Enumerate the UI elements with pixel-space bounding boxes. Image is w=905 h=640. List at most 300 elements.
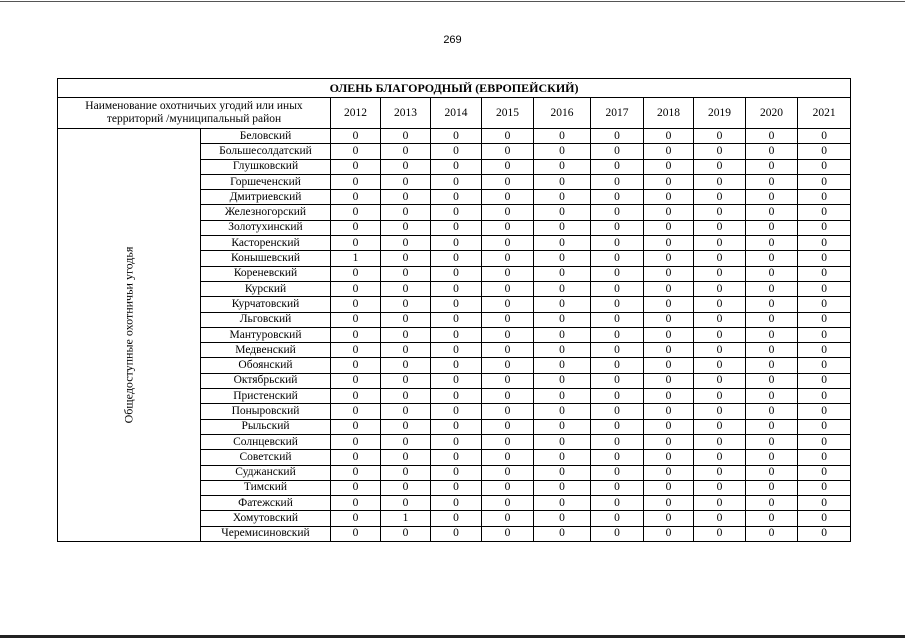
- value-cell: 0: [746, 358, 798, 373]
- value-cell: 0: [381, 434, 431, 449]
- district-name: Солнцевский: [201, 434, 331, 449]
- value-cell: 0: [381, 236, 431, 251]
- value-cell: 0: [591, 526, 644, 541]
- value-cell: 0: [431, 526, 482, 541]
- value-cell: 0: [331, 190, 381, 205]
- value-cell: 0: [694, 526, 746, 541]
- value-cell: 0: [591, 480, 644, 495]
- value-cell: 0: [534, 281, 591, 296]
- value-cell: 0: [482, 327, 534, 342]
- table-row: [58, 129, 851, 144]
- value-cell: 0: [534, 404, 591, 419]
- value-cell: 0: [798, 404, 851, 419]
- value-cell: 0: [644, 480, 694, 495]
- value-cell: 0: [591, 404, 644, 419]
- value-cell: 0: [482, 373, 534, 388]
- value-cell: 0: [331, 450, 381, 465]
- value-cell: 0: [591, 327, 644, 342]
- value-cell: 0: [381, 159, 431, 174]
- value-cell: 0: [644, 511, 694, 526]
- category-cell: [58, 129, 201, 542]
- value-cell: 0: [798, 251, 851, 266]
- value-cell: 0: [331, 297, 381, 312]
- value-cell: 0: [482, 450, 534, 465]
- district-name: Хомутовский: [201, 511, 331, 526]
- value-cell: 0: [798, 190, 851, 205]
- year-header: 2021: [798, 98, 851, 129]
- value-cell: 0: [431, 236, 482, 251]
- district-name: Фатежский: [201, 496, 331, 511]
- value-cell: 0: [482, 389, 534, 404]
- table-title: ОЛЕНЬ БЛАГОРОДНЫЙ (ЕВРОПЕЙСКИЙ): [58, 79, 851, 98]
- value-cell: 0: [591, 144, 644, 159]
- value-cell: 0: [431, 129, 482, 144]
- district-name: Курский: [201, 281, 331, 296]
- district-name: Курчатовский: [201, 297, 331, 312]
- value-cell: 0: [381, 343, 431, 358]
- value-cell: 0: [591, 251, 644, 266]
- value-cell: 0: [644, 373, 694, 388]
- value-cell: 0: [591, 496, 644, 511]
- district-name: Тимский: [201, 480, 331, 495]
- value-cell: 0: [331, 526, 381, 541]
- value-cell: 0: [431, 450, 482, 465]
- value-cell: 0: [482, 312, 534, 327]
- value-cell: 0: [694, 434, 746, 449]
- value-cell: 0: [534, 358, 591, 373]
- value-cell: 0: [381, 389, 431, 404]
- value-cell: 0: [482, 526, 534, 541]
- value-cell: 0: [431, 465, 482, 480]
- value-cell: 0: [431, 159, 482, 174]
- district-name: Пристенский: [201, 389, 331, 404]
- value-cell: 0: [798, 465, 851, 480]
- value-cell: 0: [431, 266, 482, 281]
- value-cell: 0: [482, 358, 534, 373]
- value-cell: 0: [746, 297, 798, 312]
- district-name: Мантуровский: [201, 327, 331, 342]
- value-cell: 0: [798, 358, 851, 373]
- value-cell: 0: [482, 236, 534, 251]
- year-header: 2019: [694, 98, 746, 129]
- value-cell: 0: [746, 526, 798, 541]
- value-cell: 0: [534, 450, 591, 465]
- value-cell: 0: [331, 174, 381, 189]
- year-header: 2020: [746, 98, 798, 129]
- value-cell: 0: [746, 389, 798, 404]
- value-cell: 0: [482, 220, 534, 235]
- value-cell: 0: [431, 190, 482, 205]
- value-cell: 0: [534, 205, 591, 220]
- value-cell: 0: [482, 404, 534, 419]
- value-cell: 0: [482, 465, 534, 480]
- value-cell: 0: [431, 174, 482, 189]
- value-cell: 0: [482, 266, 534, 281]
- value-cell: 0: [534, 496, 591, 511]
- value-cell: 0: [381, 281, 431, 296]
- value-cell: 0: [746, 144, 798, 159]
- value-cell: 0: [431, 327, 482, 342]
- value-cell: 0: [591, 281, 644, 296]
- value-cell: 0: [482, 159, 534, 174]
- district-name: Горшеченский: [201, 174, 331, 189]
- value-cell: 0: [534, 220, 591, 235]
- district-name: Большесолдатский: [201, 144, 331, 159]
- value-cell: 0: [591, 373, 644, 388]
- value-cell: 0: [331, 389, 381, 404]
- value-cell: 0: [694, 389, 746, 404]
- value-cell: 0: [381, 450, 431, 465]
- value-cell: 0: [381, 174, 431, 189]
- value-cell: 0: [381, 190, 431, 205]
- value-cell: 0: [798, 174, 851, 189]
- year-header: 2014: [431, 98, 482, 129]
- value-cell: 0: [644, 327, 694, 342]
- value-cell: 0: [331, 281, 381, 296]
- value-cell: 0: [534, 266, 591, 281]
- value-cell: 0: [746, 373, 798, 388]
- value-cell: 0: [798, 480, 851, 495]
- value-cell: 0: [331, 465, 381, 480]
- value-cell: 0: [746, 496, 798, 511]
- page-bottom-edge: [0, 635, 905, 638]
- value-cell: 0: [591, 266, 644, 281]
- value-cell: 0: [482, 281, 534, 296]
- value-cell: 0: [694, 129, 746, 144]
- value-cell: 0: [381, 373, 431, 388]
- value-cell: 0: [534, 297, 591, 312]
- value-cell: 0: [798, 389, 851, 404]
- value-cell: 0: [331, 129, 381, 144]
- value-cell: 0: [431, 419, 482, 434]
- value-cell: 0: [644, 496, 694, 511]
- value-cell: 0: [482, 144, 534, 159]
- value-cell: 0: [591, 358, 644, 373]
- value-cell: 0: [644, 312, 694, 327]
- value-cell: 0: [746, 480, 798, 495]
- value-cell: 0: [482, 434, 534, 449]
- value-cell: 0: [694, 174, 746, 189]
- value-cell: 0: [534, 526, 591, 541]
- value-cell: 0: [644, 236, 694, 251]
- value-cell: 0: [534, 144, 591, 159]
- value-cell: 0: [746, 251, 798, 266]
- value-cell: 0: [431, 220, 482, 235]
- value-cell: 0: [534, 434, 591, 449]
- value-cell: 0: [798, 266, 851, 281]
- value-cell: 0: [746, 205, 798, 220]
- value-cell: 0: [591, 465, 644, 480]
- value-cell: 0: [591, 312, 644, 327]
- value-cell: 0: [331, 511, 381, 526]
- value-cell: 0: [746, 450, 798, 465]
- value-cell: 0: [694, 220, 746, 235]
- hunting-data-table: [57, 78, 851, 542]
- value-cell: 0: [694, 281, 746, 296]
- value-cell: 0: [798, 450, 851, 465]
- district-name: Черемисиновский: [201, 526, 331, 541]
- value-cell: 0: [694, 312, 746, 327]
- value-cell: 0: [644, 343, 694, 358]
- value-cell: 0: [534, 312, 591, 327]
- value-cell: 0: [746, 220, 798, 235]
- district-name: Дмитриевский: [201, 190, 331, 205]
- value-cell: 0: [694, 511, 746, 526]
- year-header: 2015: [482, 98, 534, 129]
- value-cell: 0: [591, 343, 644, 358]
- value-cell: 0: [431, 511, 482, 526]
- value-cell: 0: [534, 159, 591, 174]
- value-cell: 0: [431, 389, 482, 404]
- value-cell: 0: [431, 312, 482, 327]
- value-cell: 0: [694, 205, 746, 220]
- value-cell: 0: [331, 343, 381, 358]
- value-cell: 0: [746, 404, 798, 419]
- value-cell: 0: [694, 343, 746, 358]
- value-cell: 0: [798, 343, 851, 358]
- value-cell: 0: [694, 144, 746, 159]
- value-cell: 0: [694, 190, 746, 205]
- value-cell: 0: [482, 297, 534, 312]
- value-cell: 0: [694, 358, 746, 373]
- value-cell: 0: [746, 465, 798, 480]
- value-cell: 0: [331, 496, 381, 511]
- year-header: 2016: [534, 98, 591, 129]
- value-cell: 0: [798, 434, 851, 449]
- district-name: Медвенский: [201, 343, 331, 358]
- value-cell: 0: [694, 404, 746, 419]
- value-cell: 0: [331, 419, 381, 434]
- value-cell: 0: [331, 220, 381, 235]
- value-cell: 0: [431, 343, 482, 358]
- value-cell: 0: [331, 205, 381, 220]
- district-name: Советский: [201, 450, 331, 465]
- district-name: Кореневский: [201, 266, 331, 281]
- value-cell: 0: [482, 129, 534, 144]
- value-cell: 0: [381, 297, 431, 312]
- value-cell: 0: [798, 373, 851, 388]
- value-cell: 0: [482, 511, 534, 526]
- value-cell: 0: [798, 419, 851, 434]
- value-cell: 1: [381, 511, 431, 526]
- value-cell: 0: [482, 419, 534, 434]
- value-cell: 0: [746, 129, 798, 144]
- value-cell: 0: [746, 236, 798, 251]
- district-name: Касторенский: [201, 236, 331, 251]
- value-cell: 0: [644, 358, 694, 373]
- value-cell: 0: [381, 129, 431, 144]
- district-name: Беловский: [201, 129, 331, 144]
- value-cell: 0: [331, 480, 381, 495]
- value-cell: 0: [644, 129, 694, 144]
- value-cell: 0: [482, 190, 534, 205]
- value-cell: 0: [694, 480, 746, 495]
- value-cell: 0: [694, 327, 746, 342]
- value-cell: 0: [331, 327, 381, 342]
- value-cell: 0: [694, 159, 746, 174]
- value-cell: 0: [381, 220, 431, 235]
- value-cell: 0: [644, 220, 694, 235]
- value-cell: 0: [534, 343, 591, 358]
- district-name: Конышевский: [201, 251, 331, 266]
- value-cell: 0: [331, 434, 381, 449]
- value-cell: 0: [381, 480, 431, 495]
- value-cell: 0: [644, 144, 694, 159]
- value-cell: 0: [534, 251, 591, 266]
- value-cell: 0: [746, 434, 798, 449]
- value-cell: 0: [591, 174, 644, 189]
- value-cell: 0: [591, 236, 644, 251]
- value-cell: 0: [381, 496, 431, 511]
- value-cell: 0: [482, 205, 534, 220]
- value-cell: 0: [746, 266, 798, 281]
- value-cell: 0: [534, 389, 591, 404]
- value-cell: 0: [644, 434, 694, 449]
- value-cell: 0: [694, 297, 746, 312]
- value-cell: 0: [644, 389, 694, 404]
- value-cell: 0: [798, 205, 851, 220]
- value-cell: 0: [798, 281, 851, 296]
- value-cell: 0: [331, 358, 381, 373]
- value-cell: 0: [431, 434, 482, 449]
- value-cell: 0: [431, 144, 482, 159]
- value-cell: 0: [694, 450, 746, 465]
- year-header: 2013: [381, 98, 431, 129]
- value-cell: 0: [482, 343, 534, 358]
- value-cell: 0: [798, 129, 851, 144]
- value-cell: 0: [534, 373, 591, 388]
- value-cell: 0: [798, 327, 851, 342]
- value-cell: 0: [591, 205, 644, 220]
- value-cell: 0: [746, 327, 798, 342]
- district-name: Суджанский: [201, 465, 331, 480]
- value-cell: 0: [746, 312, 798, 327]
- value-cell: 0: [746, 343, 798, 358]
- value-cell: 0: [534, 174, 591, 189]
- value-cell: 0: [482, 496, 534, 511]
- value-cell: 0: [694, 419, 746, 434]
- value-cell: 0: [644, 251, 694, 266]
- table-body: [58, 129, 851, 542]
- value-cell: 0: [798, 526, 851, 541]
- value-cell: 0: [431, 251, 482, 266]
- category-label: Общедоступные охотничьи угодья: [121, 246, 136, 424]
- year-header: 2018: [644, 98, 694, 129]
- district-name: Льговский: [201, 312, 331, 327]
- value-cell: 0: [431, 404, 482, 419]
- value-cell: 0: [798, 297, 851, 312]
- value-cell: 0: [381, 419, 431, 434]
- name-column-header: Наименование охотничьих угодий или иных территорий /муниципальный район: [58, 98, 331, 129]
- value-cell: 0: [534, 480, 591, 495]
- value-cell: 0: [746, 281, 798, 296]
- value-cell: 0: [381, 327, 431, 342]
- value-cell: 0: [746, 419, 798, 434]
- value-cell: 0: [644, 404, 694, 419]
- value-cell: 0: [381, 404, 431, 419]
- value-cell: 0: [644, 419, 694, 434]
- value-cell: 0: [644, 297, 694, 312]
- value-cell: 0: [534, 419, 591, 434]
- value-cell: 0: [798, 220, 851, 235]
- value-cell: 0: [644, 190, 694, 205]
- value-cell: 0: [591, 129, 644, 144]
- value-cell: 0: [746, 159, 798, 174]
- value-cell: 0: [431, 358, 482, 373]
- value-cell: 0: [798, 159, 851, 174]
- value-cell: 0: [798, 511, 851, 526]
- value-cell: 0: [591, 159, 644, 174]
- value-cell: 0: [694, 465, 746, 480]
- value-cell: 0: [431, 281, 482, 296]
- value-cell: 0: [534, 511, 591, 526]
- value-cell: 0: [431, 496, 482, 511]
- value-cell: 1: [331, 251, 381, 266]
- value-cell: 0: [331, 236, 381, 251]
- value-cell: 0: [331, 373, 381, 388]
- value-cell: 0: [591, 297, 644, 312]
- value-cell: 0: [644, 526, 694, 541]
- value-cell: 0: [591, 511, 644, 526]
- value-cell: 0: [534, 465, 591, 480]
- value-cell: 0: [746, 174, 798, 189]
- value-cell: 0: [331, 144, 381, 159]
- value-cell: 0: [381, 251, 431, 266]
- value-cell: 0: [381, 312, 431, 327]
- page-top-edge: [0, 1, 905, 2]
- value-cell: 0: [591, 190, 644, 205]
- value-cell: 0: [381, 358, 431, 373]
- value-cell: 0: [798, 496, 851, 511]
- value-cell: 0: [746, 511, 798, 526]
- value-cell: 0: [798, 312, 851, 327]
- page-number: 269: [443, 34, 462, 46]
- value-cell: 0: [644, 450, 694, 465]
- value-cell: 0: [534, 327, 591, 342]
- value-cell: 0: [694, 496, 746, 511]
- district-name: Октябрьский: [201, 373, 331, 388]
- value-cell: 0: [591, 220, 644, 235]
- value-cell: 0: [694, 251, 746, 266]
- value-cell: 0: [644, 159, 694, 174]
- value-cell: 0: [482, 251, 534, 266]
- district-name: Поныровский: [201, 404, 331, 419]
- district-name: Обоянский: [201, 358, 331, 373]
- district-name: Золотухинский: [201, 220, 331, 235]
- value-cell: 0: [798, 144, 851, 159]
- value-cell: 0: [534, 236, 591, 251]
- value-cell: 0: [534, 129, 591, 144]
- value-cell: 0: [644, 281, 694, 296]
- value-cell: 0: [331, 312, 381, 327]
- value-cell: 0: [431, 373, 482, 388]
- value-cell: 0: [482, 480, 534, 495]
- value-cell: 0: [591, 419, 644, 434]
- district-name: Глушковский: [201, 159, 331, 174]
- value-cell: 0: [694, 373, 746, 388]
- value-cell: 0: [644, 174, 694, 189]
- value-cell: 0: [591, 450, 644, 465]
- district-name: Рыльский: [201, 419, 331, 434]
- value-cell: 0: [694, 236, 746, 251]
- value-cell: 0: [431, 480, 482, 495]
- value-cell: 0: [381, 205, 431, 220]
- value-cell: 0: [644, 205, 694, 220]
- value-cell: 0: [331, 266, 381, 281]
- year-header: 2012: [331, 98, 381, 129]
- value-cell: 0: [798, 236, 851, 251]
- value-cell: 0: [746, 190, 798, 205]
